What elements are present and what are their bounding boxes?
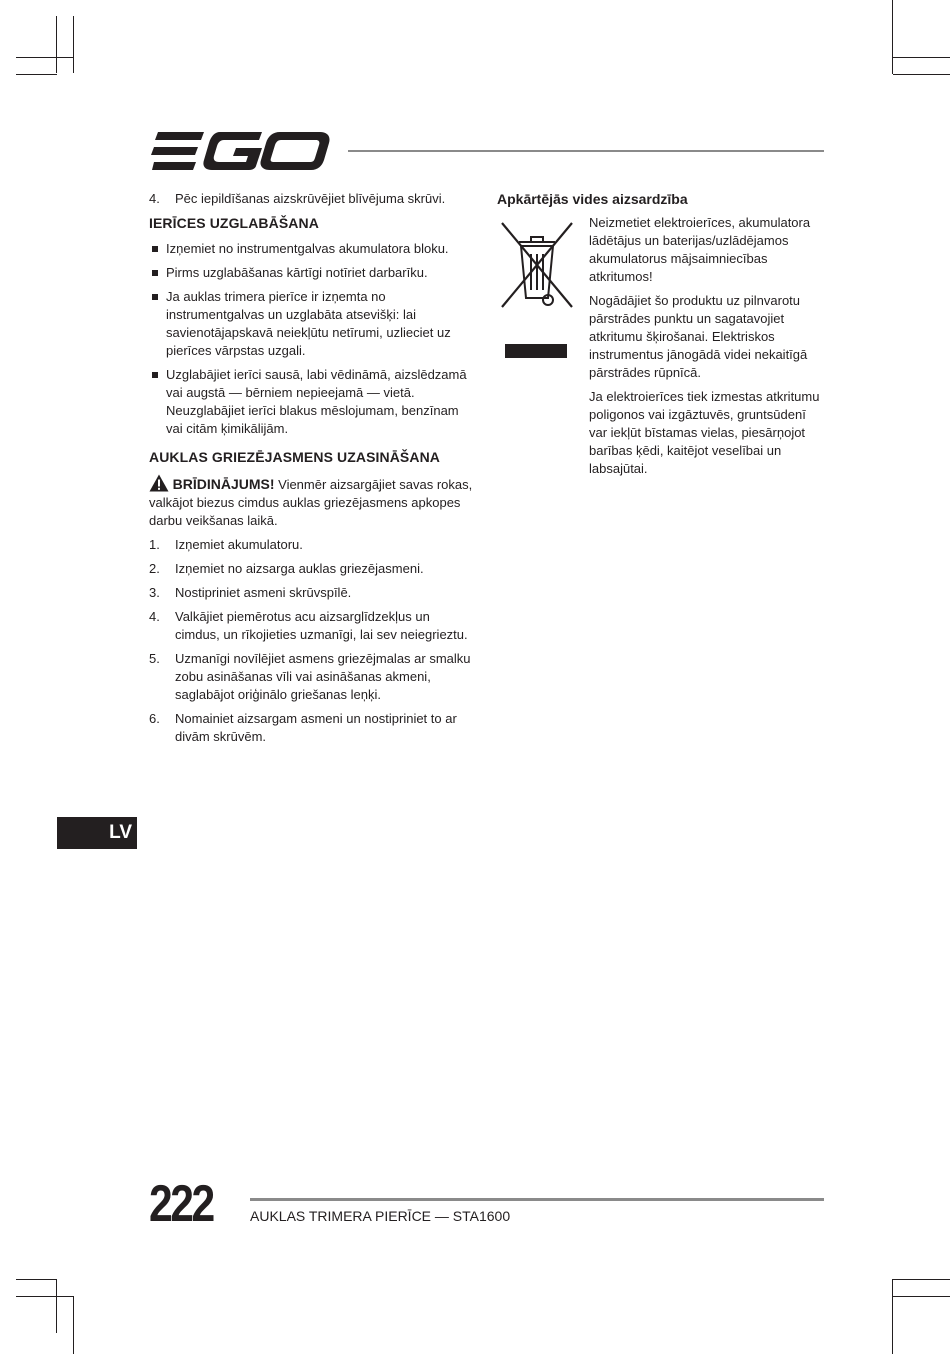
step-number: 4.: [149, 609, 160, 624]
footer-title: AUKLAS TRIMERA PIERĪCE — STA1600: [250, 1208, 511, 1224]
bullet-text: Pirms uzglabāšanas kārtīgi notīriet darbarīku.: [166, 265, 428, 280]
crop-mark: [893, 1296, 950, 1297]
step-text: Pēc iepildīšanas aizskrūvējiet blīvējuma skrūvi.: [175, 191, 446, 206]
storage-bullet-list: [149, 240, 475, 438]
list-item: [149, 584, 475, 602]
warning-label: BRĪDINĀJUMS!: [172, 476, 275, 492]
ego-logo: [150, 130, 330, 172]
crop-mark: [892, 1279, 893, 1354]
section-heading-sharpening: AUKLAS GRIEZĒJASMENS UZASINĀŠANA: [149, 449, 440, 465]
list-item: [149, 366, 475, 438]
step-text: Uzmanīgi novīlējiet asmens griezējmalas ar smalku zobu asināšanas vīli vai asināšanas akmeni, saglabājot oriģinālo griešanas leņķi.: [175, 651, 471, 702]
crop-mark: [73, 1296, 74, 1354]
crossed-bin-icon: [499, 220, 575, 320]
list-item: [149, 240, 475, 258]
step-text: Izņemiet no aizsarga auklas griezējasmeni.: [175, 561, 424, 576]
step-number: 1.: [149, 537, 160, 552]
section-heading-environment: Apkārtējās vides aizsardzība: [497, 191, 688, 207]
crop-mark: [16, 1296, 73, 1297]
list-item: [149, 650, 475, 704]
crop-mark: [16, 1279, 57, 1280]
step-number: 4.: [149, 191, 160, 206]
warning-triangle-icon: [149, 474, 169, 492]
list-item: [149, 264, 475, 282]
step-number: 2.: [149, 561, 160, 576]
crop-mark: [893, 1279, 950, 1280]
crop-mark: [892, 0, 893, 74]
environment-text: [589, 214, 825, 484]
language-tab: LV: [57, 817, 137, 849]
crop-mark: [73, 16, 74, 73]
crop-mark: [893, 57, 950, 58]
environment-paragraph: Ja elektroierīces tiek izmestas atkritumu poligonos vai izgāztuvēs, gruntsūdenī var iekļūt bīstamas vielas, piesārņojot barības ķēdi, kaitējot veselībai un labsajūtai.: [589, 389, 820, 476]
list-item: [149, 190, 475, 208]
list-item: [149, 288, 475, 360]
crop-mark: [16, 74, 57, 75]
list-item: [149, 536, 475, 554]
warning-paragraph: [149, 474, 475, 530]
crop-mark: [893, 74, 950, 75]
list-item: [149, 710, 475, 746]
page-number: 222: [149, 1175, 213, 1233]
header-rule: [348, 150, 824, 152]
bullet-square-icon: [152, 270, 158, 276]
step-text: Valkājiet piemērotus acu aizsarglīdzekļus un cimdus, un rīkojieties uzmanīgi, lai sev neiegrieztu.: [175, 609, 468, 642]
bullet-text: Uzglabājiet ierīci sausā, labi vēdināmā, aizslēdzamā vai augstā — bērniem nepieejamā — vietā. Neuzglabājiet ierīci blakus mēslojumam, benzīnam vai citām ķimikālijām.: [166, 367, 467, 436]
environment-paragraph: Nogādājiet šo produktu uz pilnvarotu pārstrādes punktu un sagatavojiet atkritumu šķirošanai. Elektriskos instrumentus jānogādā videi nekaitīgā pārstrādes rūpnīcā.: [589, 293, 808, 380]
bullet-text: Izņemiet no instrumentgalvas akumulatora bloku.: [166, 241, 449, 256]
step-text: Nomainiet aizsargam asmeni un nostipriniet to ar divām skrūvēm.: [175, 711, 457, 744]
footer-rule: [250, 1198, 824, 1201]
warning-text: Vienmēr aizsargājiet savas rokas, valkājot biezus cimdus auklas griezējasmens apkopes darbu veikšanas laikā.: [149, 477, 473, 528]
crop-mark: [56, 16, 57, 73]
step-text: Nostipriniet asmeni skrūvspīlē.: [175, 585, 352, 600]
section-heading-storage: IERĪCES UZGLABĀŠANA: [149, 215, 319, 231]
bullet-square-icon: [152, 372, 158, 378]
step-number: 3.: [149, 585, 160, 600]
bullet-square-icon: [152, 246, 158, 252]
crop-mark: [56, 1279, 57, 1333]
bullet-square-icon: [152, 294, 158, 300]
environment-block: [497, 214, 825, 484]
list-item: [149, 608, 475, 644]
left-column: [149, 190, 475, 752]
weee-bar: [505, 344, 567, 358]
crop-mark: [16, 57, 73, 58]
environment-paragraph: Neizmetiet elektroierīces, akumulatora lādētājus un baterijas/uzlādējamos akumulatorus mājsaimniecības atkritumos!: [589, 215, 811, 284]
step-number: 6.: [149, 711, 160, 726]
step-number: 5.: [149, 651, 160, 666]
weee-symbol: [497, 214, 589, 344]
right-column: [497, 190, 825, 484]
step-text: Izņemiet akumulatoru.: [175, 537, 303, 552]
bullet-text: Ja auklas trimera pierīce ir izņemta no instrumentgalvas un uzglabāta atsevišķi: lai savienotājapskavā neiekļūtu netīrumi, uzlieciet uz pierīces vārpstas uzgali.: [166, 289, 451, 358]
list-item: [149, 560, 475, 578]
